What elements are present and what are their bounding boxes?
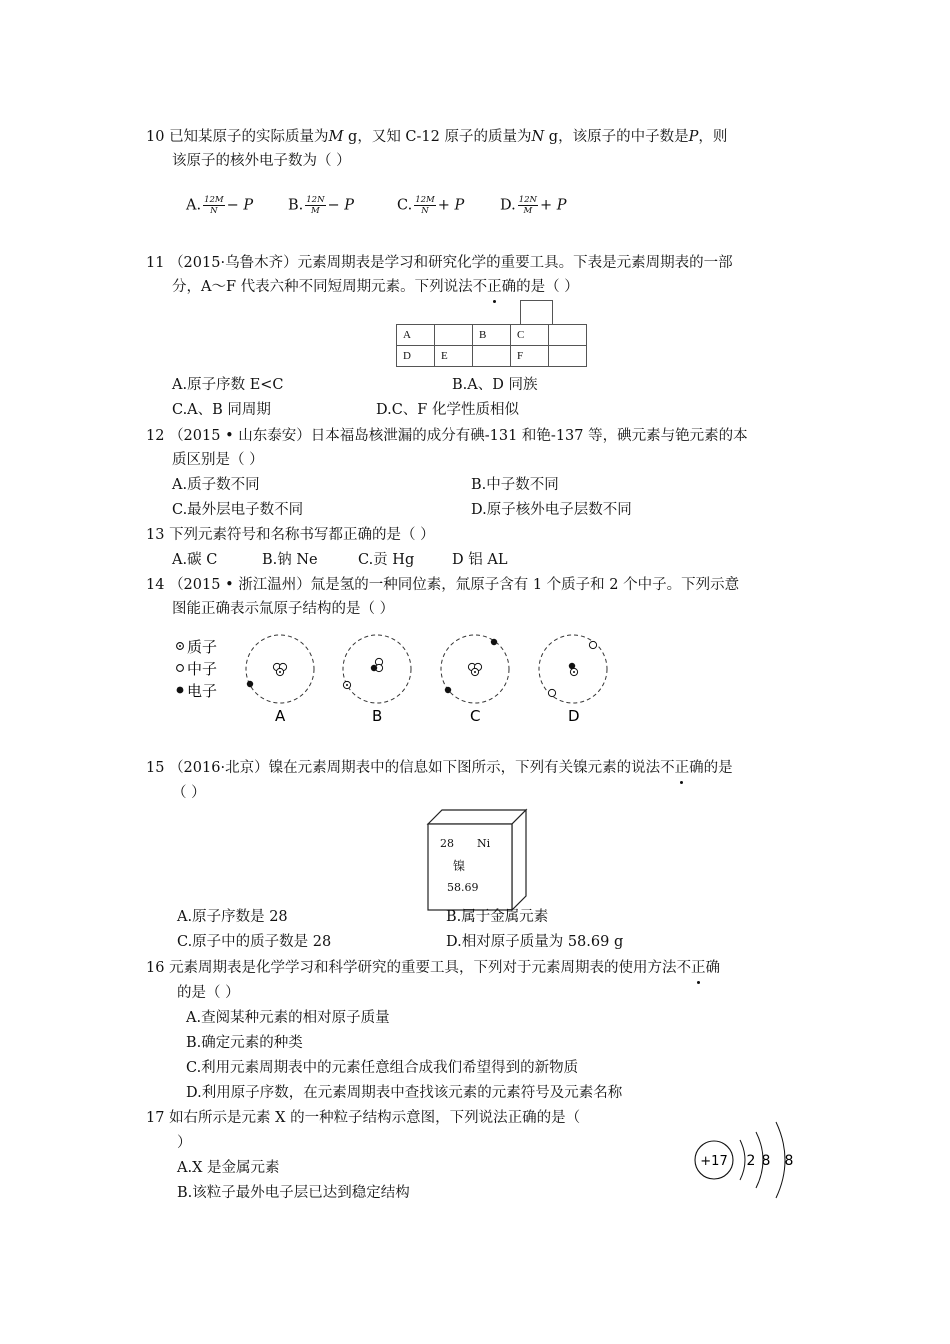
emphasis-text: 不正确 (472, 279, 517, 295)
q11-line2 (172, 277, 579, 297)
q17-text-1: 如右所示是元素 X 的一种粒子结构示意图，下列说法正确的是（ (169, 1110, 581, 1126)
q11-option-d[interactable]: D.C、F 化学性质相似 (376, 402, 519, 418)
element-symbol: Ni (477, 837, 491, 850)
label-d: D (568, 707, 580, 725)
q15-text-1a: （2016·北京）镍在元素周期表中的信息如下图所示，下列有关镍元素的说法 (169, 760, 661, 776)
emphasis-text: 不正确 (660, 760, 704, 776)
option-label: A. (186, 197, 202, 214)
q17-line1 (146, 1108, 580, 1128)
option-label: D. (500, 197, 516, 214)
q11-number: 11 (146, 255, 165, 271)
table-cell (549, 325, 587, 346)
fraction (203, 195, 225, 216)
legend-neutron: 中子 (187, 660, 218, 678)
q17-line2: ） (177, 1135, 192, 1151)
q13-option-c[interactable]: C.贡 Hg (358, 552, 415, 568)
atomic-number: 28 (440, 837, 454, 850)
q10-line1 (146, 127, 727, 147)
option-rest: + P (437, 197, 465, 214)
legend-electron: 电子 (187, 682, 218, 700)
element-table (396, 324, 587, 367)
q17-option-a[interactable]: A.X 是金属元素 (177, 1160, 280, 1176)
table-cell: B (473, 325, 511, 346)
q14-text-1: （2015 • 浙江温州）氚是氢的一种同位素，氚原子含有 1 个质子和 2 个中子。下列示意 (169, 577, 740, 593)
fraction-numerator: 12M (204, 195, 224, 205)
q10-text-c: g，该原子的中子数是 (548, 129, 689, 145)
table-cell (435, 325, 473, 346)
electron (371, 665, 377, 671)
electron (445, 687, 451, 693)
q10-line2: 该原子的核外电子数为（ ） (172, 153, 351, 169)
q10-var-n: N (531, 129, 545, 145)
fraction-denominator: M (523, 206, 533, 216)
nuclear-charge: +17 (700, 1154, 728, 1169)
diagram-b[interactable] (343, 635, 411, 725)
neutron-legend-icon (177, 665, 184, 672)
q10-option-b[interactable] (288, 195, 354, 216)
q15-option-d[interactable]: D.相对原子质量为 58.69 g (446, 934, 624, 950)
table-cell: C (511, 325, 549, 346)
proton-dot (179, 645, 181, 647)
q10-option-c[interactable] (397, 195, 464, 216)
label-a: A (275, 707, 286, 725)
table-cell: D (397, 346, 435, 367)
option-rest: + P (539, 197, 567, 214)
q13-text-1: 下列元素符号和名称书写都正确的是（ ） (169, 527, 435, 543)
q11-text-2b: 的是（ ） (516, 279, 579, 295)
emphasis-text: 不正确 (676, 960, 721, 976)
table-row (397, 346, 587, 367)
diagram-d[interactable] (539, 635, 607, 725)
fraction-denominator: N (421, 206, 429, 216)
q16-text-1a: 元素周期表是化学学习和科学研究的重要工具，下列对于元素周期表的使用方法 (169, 960, 677, 976)
q12-option-d[interactable]: D.原子核外电子层数不同 (471, 502, 632, 518)
table-cell: A (397, 325, 435, 346)
fraction (414, 195, 436, 216)
proton-dot (279, 671, 281, 673)
neutron (589, 641, 596, 648)
legend (177, 638, 217, 700)
q11-text-1: （2015·乌鲁木齐）元素周期表是学习和研究化学的重要工具。下表是元素周期表的一部 (169, 255, 733, 271)
legend-proton: 质子 (187, 638, 218, 656)
q13-option-d[interactable]: D 铝 AL (452, 552, 508, 568)
diagram-c[interactable] (441, 635, 509, 725)
q11-line1 (146, 253, 733, 273)
q13-line1 (146, 525, 435, 545)
option-rest: − P (327, 197, 355, 214)
table-row (397, 325, 587, 346)
q13-option-a[interactable]: A.碳 C (172, 552, 218, 568)
q12-option-a[interactable]: A.质子数不同 (172, 477, 260, 493)
proton-dot (346, 684, 348, 686)
table-top-cell (520, 300, 553, 325)
shell-electrons-2: 8 (761, 1153, 771, 1169)
q10-var-m: M (328, 129, 344, 145)
q12-option-b[interactable]: B.中子数不同 (471, 477, 559, 493)
electron (247, 681, 253, 687)
label-c: C (470, 707, 481, 725)
fraction-numerator: 12M (415, 195, 435, 205)
q15-text-1b: 的是 (703, 760, 733, 776)
q14-line1 (146, 575, 739, 595)
fraction (518, 195, 538, 216)
label-b: B (372, 707, 383, 725)
cell-top-face (428, 810, 526, 824)
ion-structure-diagram (688, 1118, 808, 1202)
shell-arc-1 (740, 1140, 745, 1180)
q13-option-b[interactable]: B.钠 Ne (262, 552, 318, 568)
q16-option-d[interactable]: D.利用原子序数，在元素周期表中查找该元素的元素符号及元素名称 (186, 1085, 623, 1101)
q16-line2: 的是（ ） (177, 985, 240, 1001)
fraction (305, 195, 325, 216)
q10-text-a: 已知某原子的实际质量为 (169, 129, 329, 145)
option-rest: − P (226, 197, 254, 214)
option-label: C. (397, 197, 413, 214)
q15-number: 15 (146, 760, 165, 776)
q15-option-b[interactable]: B.属于金属元素 (446, 909, 549, 925)
q14-line2: 图能正确表示氚原子结构的是（ ） (172, 601, 395, 617)
q13-number: 13 (146, 527, 165, 543)
q11-option-b[interactable]: B.A、D 同族 (452, 377, 538, 393)
shell-electrons-1: 2 (746, 1153, 756, 1169)
cell-side-face (512, 810, 526, 910)
shell-electrons-3: 8 (784, 1153, 794, 1169)
q16-option-c[interactable]: C.利用元素周期表中的元素任意组合成我们希望得到的新物质 (186, 1060, 579, 1076)
q17-option-b[interactable]: B.该粒子最外电子层已达到稳定结构 (177, 1185, 410, 1201)
q12-line1 (146, 426, 748, 446)
q10-text-b: g，又知 C-12 原子的质量为 (348, 129, 532, 145)
table-cell: F (511, 346, 549, 367)
q10-option-d[interactable] (500, 195, 567, 216)
atomic-mass: 58.69 (447, 881, 479, 894)
q16-line1 (146, 958, 720, 978)
q10-text-d: ，则 (698, 129, 728, 145)
fraction-denominator: N (210, 206, 218, 216)
q10-option-a[interactable] (186, 195, 253, 216)
option-label: B. (288, 197, 304, 214)
fraction-numerator: 12N (518, 195, 537, 205)
table-cell (549, 346, 587, 367)
electron (491, 639, 497, 645)
q11-text-2a: 分，A～F 代表六种不同短周期元素。下列说法 (172, 279, 473, 295)
proton-dot (573, 671, 575, 673)
q16-option-b[interactable]: B.确定元素的种类 (186, 1035, 303, 1051)
q15-line1 (146, 758, 733, 778)
q12-text-1: （2015 • 山东泰安）日本福岛核泄漏的成分有碘-131 和铯-137 等，碘元素与铯元素的本 (169, 428, 748, 444)
diagram-a[interactable] (246, 635, 314, 725)
q16-number: 16 (146, 960, 165, 976)
electron-legend-icon (177, 687, 184, 694)
table-cell (473, 346, 511, 367)
proton-dot (474, 671, 476, 673)
element-name: 镍 (453, 859, 466, 873)
q10-var-p: P (688, 129, 699, 145)
fraction-numerator: 12N (306, 195, 325, 205)
q11-option-c[interactable]: C.A、B 同周期 (172, 402, 271, 418)
q15-line2: （ ） (172, 785, 206, 801)
tritium-diagrams (170, 628, 620, 728)
q10-number: 10 (146, 129, 165, 145)
q16-option-a[interactable]: A.查阅某种元素的相对原子质量 (186, 1010, 390, 1026)
neutron (548, 689, 555, 696)
table-cell: E (435, 346, 473, 367)
q14-number: 14 (146, 577, 165, 593)
fraction-denominator: M (311, 206, 320, 216)
q12-option-c[interactable]: C.最外层电子数不同 (172, 502, 304, 518)
q12-number: 12 (146, 428, 165, 444)
q12-line2: 质区别是（ ） (172, 452, 264, 468)
q15-option-a[interactable]: A.原子序数是 28 (177, 909, 288, 925)
q15-option-c[interactable]: C.原子中的质子数是 28 (177, 934, 332, 950)
q11-option-a[interactable]: A.原子序数 E<C (172, 377, 284, 393)
q17-number: 17 (146, 1110, 165, 1126)
